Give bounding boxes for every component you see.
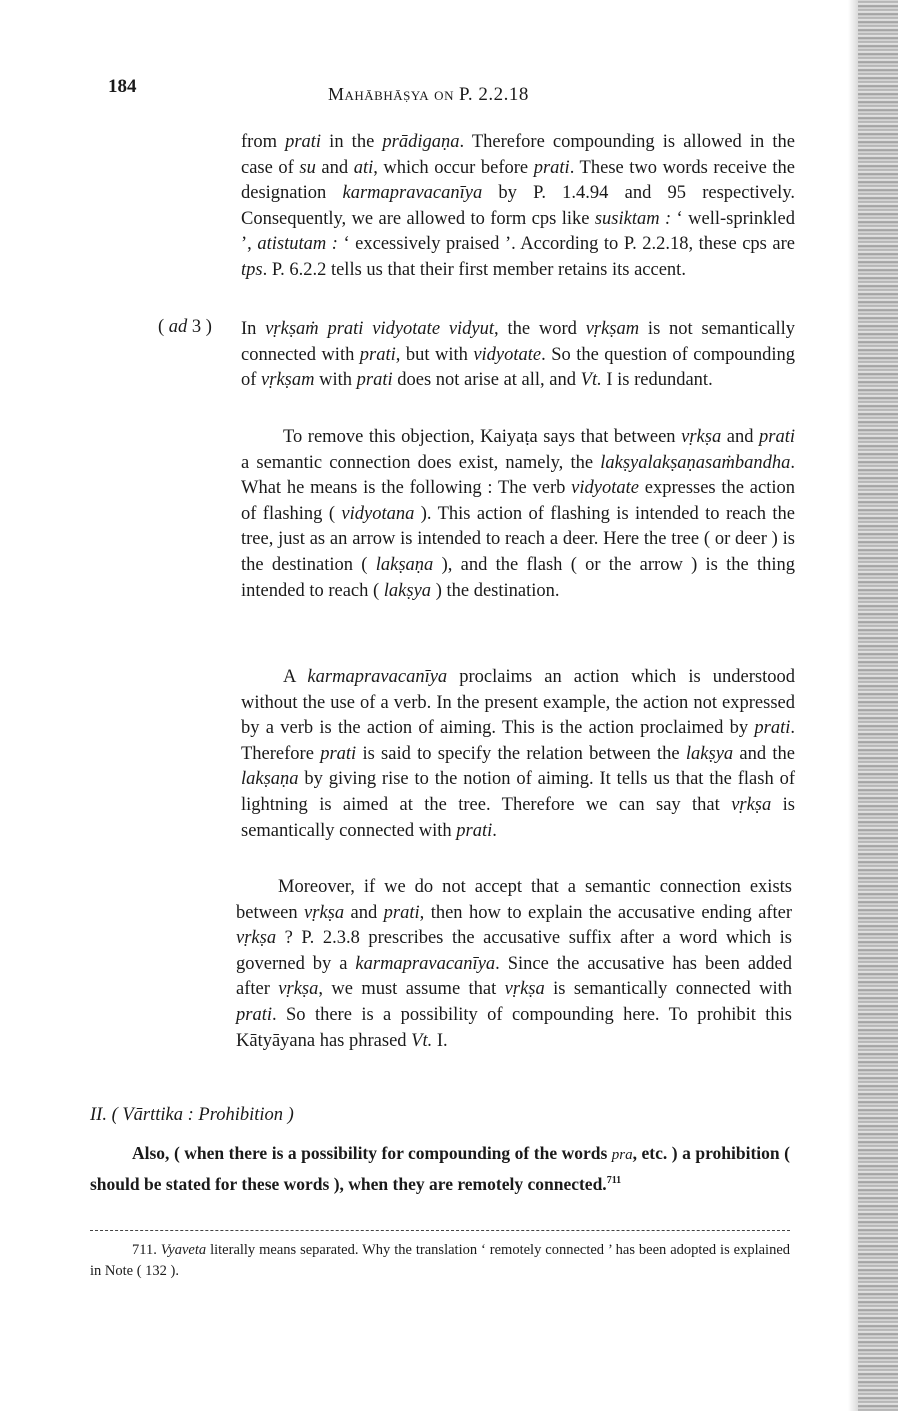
paragraph-3: To remove this objection, Kaiyaṭa says that between vṛkṣa and prati a semantic connection does exist, namely, the lakṣyalakṣaṇasaṁbandha. What he means is the following : The verb vidyotate expresses the action of flashing ( vidyotana ). This action of flashing is intended to reach the tree, just as an arrow is intended to reach a deer. Here the tree ( or deer ) is the destination ( lakṣaṇa ), and the flash ( or the arrow ) is the thing intended to reach ( lakṣya ) the destination. (241, 427, 796, 601)
footnote-reference: 711 (606, 1175, 622, 1186)
running-head-title: Mahābhāṣya on (328, 84, 454, 104)
vartika-body: Also, ( when there is a possibility for compounding of the words pra, etc. ) a prohibition ( should be stated for these words ), when they are remotely connected.$^{711}$ (90, 1143, 790, 1194)
footnote-divider (90, 1230, 790, 1231)
page-edge-shadow (858, 0, 898, 1411)
running-head (328, 84, 529, 106)
paragraph-2: In vṛkṣaṁ prati vidyotate vidyut, the word vṛkṣam is not semantically connected with prati, but with vidyotate. So the question of compounding of vṛkṣam with prati does not arise at all, and Vt. I is redundant. (241, 319, 796, 391)
page-number: 184 (108, 76, 137, 97)
footnote-711: 711. Vyaveta literally means separated. Why the translation ‘ remotely connected ’ has been adopted is explained in Note ( 132 ). (90, 1242, 791, 1279)
paragraph-1: from prati in the prādigaṇa. Therefore compounding is allowed in the case of su and ati, which occur before prati. These two words receive the designation karmapravacanīya by P. 1.4.94 and 95 respectively. Consequently, we are allowed to form cps like susiktam : ‘ well-sprinkled ’, atistutam : ‘ excessively praised ’. According to P. 2.2.18, these cps are tps. P. 6.2.2 tells us that their first member retains its accent. (241, 132, 795, 280)
section-marker-ad3: ( ad 3 ) (158, 317, 212, 337)
paragraph-5: Moreover, if we do not accept that a semantic connection exists between vṛkṣa and prati, then how to explain the accusative ending after vṛkṣa ? P. 2.3.8 prescribes the accusative suffix after a word which is governed by a karmapravacanīya. Since the accusative has been added after vṛkṣa, we must assume that vṛkṣa is semantically connected with prati. So there is a possibility of compounding here. To prohibit this Kātyāyana has phrased Vt. I. (236, 877, 792, 1051)
running-head-ref: P. 2.2.18 (458, 84, 529, 105)
paragraph-4: A karmapravacanīya proclaims an action which is understood without the use of a verb. In the present example, the action not expressed by a verb is the action of aiming. This is the action proclaimed by prati. Therefore prati is said to specify the relation between the lakṣya and the lakṣaṇa by giving rise to the notion of aiming. It tells us that the flash of lightning is aimed at the tree. Therefore we can say that vṛkṣa is semantically connected with prati. (241, 667, 796, 841)
vartika-heading: II. ( Vārttika : Prohibition ) (90, 1105, 294, 1125)
